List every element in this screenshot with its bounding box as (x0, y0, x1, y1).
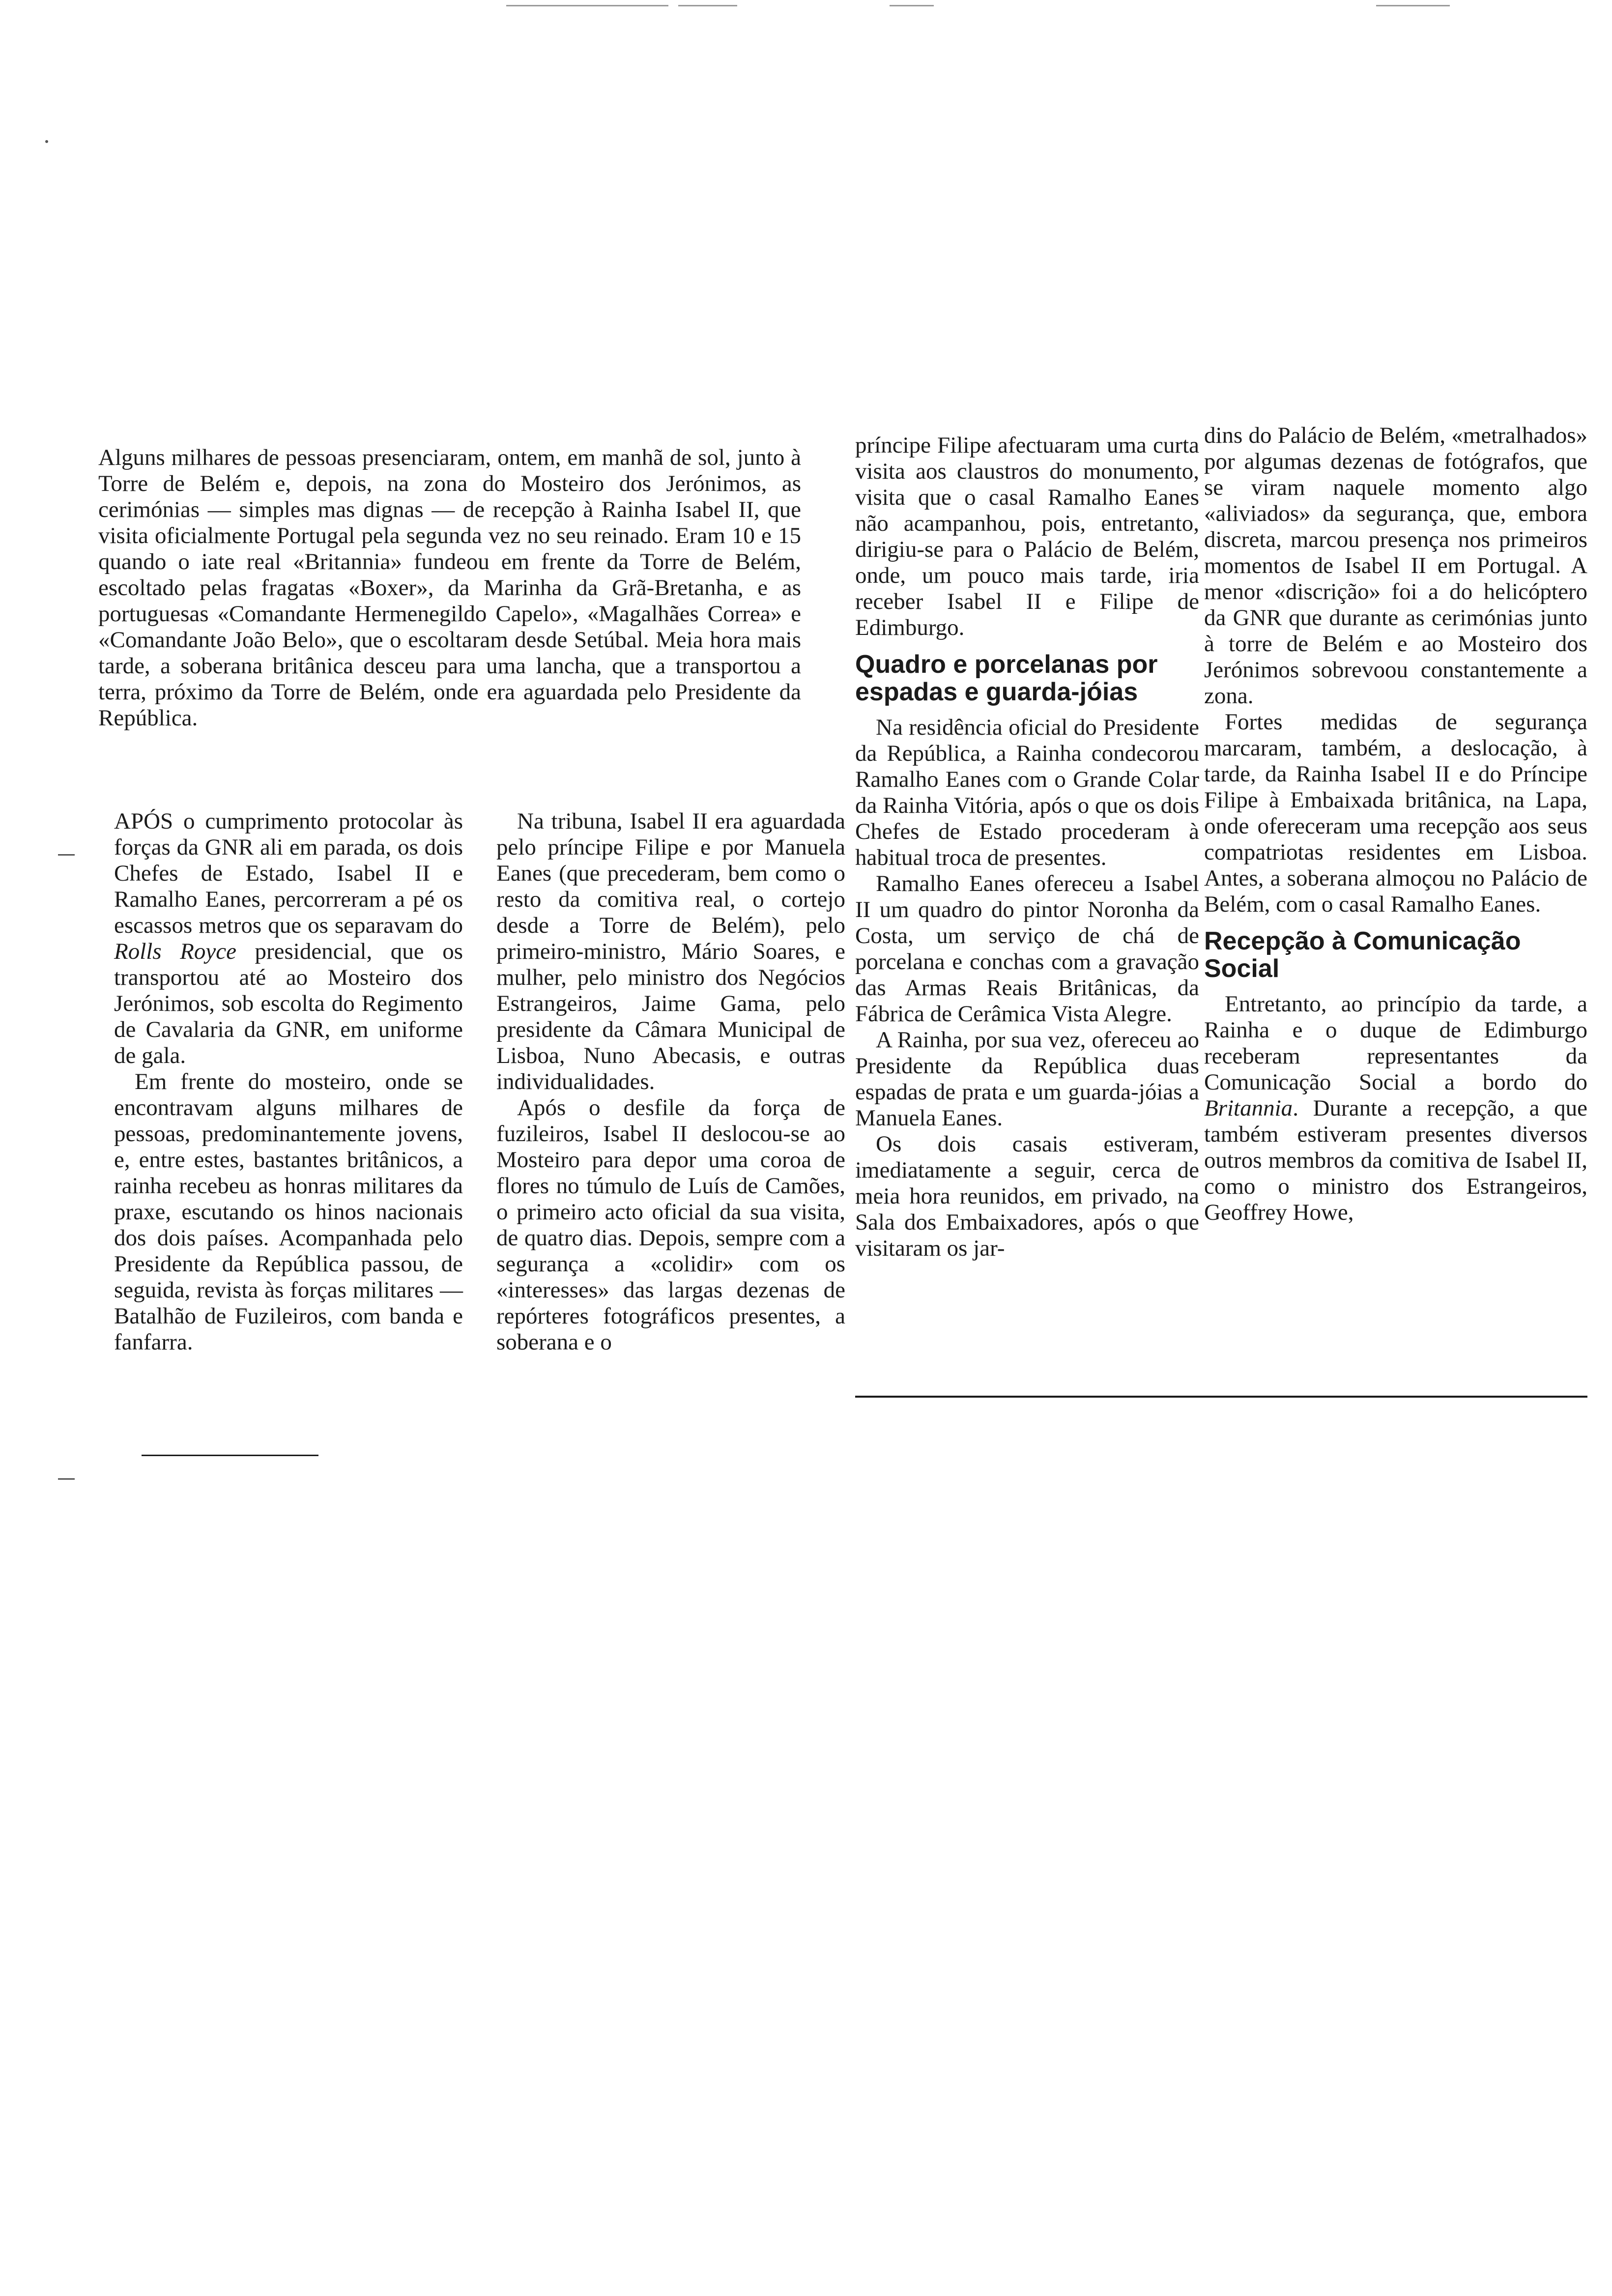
scan-mark (506, 5, 668, 6)
text-run: . Durante a recepção, a que também estiveram presentes diversos outros membros da comitiva de Isabel II, como o ministro dos Estrangeiros, Geoffrey Howe, (1204, 1095, 1587, 1225)
article-column-3 (855, 432, 1199, 1262)
article-end-rule (855, 1396, 1587, 1398)
article-lead (98, 445, 801, 731)
column-3-paragraph: Os dois casais estiveram, imediatamente a seguir, cerca de meia hora reunidos, em privado, na Sala dos Embaixadores, após o que visitaram os jar- (855, 1131, 1199, 1261)
scan-mark (678, 5, 737, 6)
lead-paragraph: Alguns milhares de pessoas presenciaram, ontem, em manhã de sol, junto à Torre de Belém e, depois, na zona do Mosteiro dos Jerónimos, as cerimónias — simples mas dignas — de recepção à Rainha Isabel II, que visita oficialmente Portugal pela segunda vez no seu reinado. Eram 10 e 15 quando o iate real «Britannia» fundeou em frente da Torre de Belém, escoltado pelas fragatas «Boxer», da Marinha da Grã-Bretanha, e as portuguesas «Comandante Hermenegildo Capelo», «Magalhães Correa» e «Comandante João Belo», que o escoltaram desde Setúbal. Meia hora mais tarde, a soberana britânica desceu para uma lancha, que a transportou a terra, próximo da Torre de Belém, onde era aguardada pelo Presidente da República. (98, 445, 801, 731)
section-heading: Recepção à Comunicação Social (1204, 927, 1521, 983)
italic-text: Britannia (1204, 1095, 1293, 1121)
scan-mark (890, 5, 934, 6)
scan-edge-mark (58, 1478, 75, 1480)
text-run: APÓS o cumprimento protocolar às forças da GNR ali em parada, os dois Chefes de Estado, Isabel II e Ramalho Eanes, percorreram a pé os escassos metros que os separavam do (114, 808, 463, 938)
column-3-paragraph: príncipe Filipe afectuaram uma curta visita aos claustros do monumento, visita que o casal Ramalho Eanes não acampanhou, pois, entretanto, dirigiu-se para o Palácio de Belém, onde, um pouco mais tarde, iria receber Isabel II e Filipe de Edimburgo. (855, 432, 1199, 640)
column-2-paragraph: Após o desfile da força de fuzileiros, Isabel II deslocou-se ao Mosteiro para depor uma coroa de flores no túmulo de Luís de Camões, o primeiro acto oficial da sua visita, de quatro dias. Depois, sempre com a segurança a «colidir» com os «interesses» das largas dezenas de repórteres fotográficos presentes, a soberana e o (496, 1095, 845, 1355)
column-3-paragraph: A Rainha, por sua vez, ofereceu ao Presidente da República duas espadas de prata e um guarda-jóias a Manuela Eanes. (855, 1027, 1199, 1131)
column-2-paragraph: Na tribuna, Isabel II era aguardada pelo príncipe Filipe e por Manuela Eanes (que precederam, bem como o resto da comitiva real, o cortejo desde a Torre de Belém), pelo primeiro-ministro, Mário Soares, e mulher, pelo ministro dos Negócios Estrangeiros, Jaime Gama, pelo presidente da Câmara Municipal de Lisboa, Nuno Abecasis, e outras individualidades. (496, 808, 845, 1094)
article-column-2 (496, 808, 845, 1355)
scan-edge-mark (58, 854, 75, 856)
column-1-paragraph (114, 808, 463, 1069)
article-column-1 (114, 808, 463, 1355)
column-1-paragraph: Em frente do mosteiro, onde se encontravam alguns milhares de pessoas, predominantemente jovens, e, entre estes, bastantes britânicos, a rainha recebeu as honras militares da praxe, escutando os hinos nacionais dos dois países. Acompanhada pelo Presidente da República passou, de seguida, revista às forças militares — Batalhão de Fuzileiros, com banda e fanfarra. (114, 1069, 463, 1355)
text-run: presidencial, que os transportou até ao Mosteiro dos Jerónimos, sob escolta do Regimento de Cavalaria da GNR, em uniforme de gala. (114, 939, 463, 1068)
text-run: Entretanto, ao princípio da tarde, a Rainha e o duque de Edimburgo receberam representantes da Comunicação Social a bordo do (1204, 991, 1587, 1095)
column-end-rule (142, 1455, 318, 1456)
column-3-paragraph: Na residência oficial do Presidente da República, a Rainha condecorou Ramalho Eanes com o Grande Colar da Rainha Vitória, após o que os dois Chefes de Estado procederam à habitual troca de presentes. (855, 715, 1199, 870)
column-3-paragraph: Ramalho Eanes ofereceu a Isabel II um quadro do pintor Noronha da Costa, um serviço de chá de porcelana e conchas com a gravação das Armas Reais Britânicas, da Fábrica de Cerâmica Vista Alegre. (855, 871, 1199, 1027)
column-4-paragraph: Fortes medidas de segurança marcaram, também, a deslocação, à tarde, da Rainha Isabel II e do Príncipe Filipe à Embaixada britânica, na Lapa, onde ofereceram uma recepção aos seus compatriotas residentes em Lisboa. Antes, a soberana almoçou no Palácio de Belém, com o casal Ramalho Eanes. (1204, 709, 1587, 917)
scan-mark (1376, 5, 1450, 6)
scan-speck (45, 140, 48, 143)
section-heading: Quadro e porcelanas por espadas e guarda-jóias (855, 650, 1158, 706)
column-4-paragraph (1204, 991, 1587, 1226)
italic-text: Rolls Royce (114, 939, 236, 964)
article-column-4 (1204, 423, 1587, 1226)
column-4-paragraph: dins do Palácio de Belém, «metralhados» por algumas dezenas de fotógrafos, que se viram naquele momento algo «aliviados» da segurança, que, embora discreta, marcou presença nos primeiros momentos de Isabel II em Portugal. A menor «discrição» foi a do helicóptero da GNR que durante as cerimónias junto à torre de Belém e ao Mosteiro dos Jerónimos sobrevoou constantemente a zona. (1204, 423, 1587, 709)
